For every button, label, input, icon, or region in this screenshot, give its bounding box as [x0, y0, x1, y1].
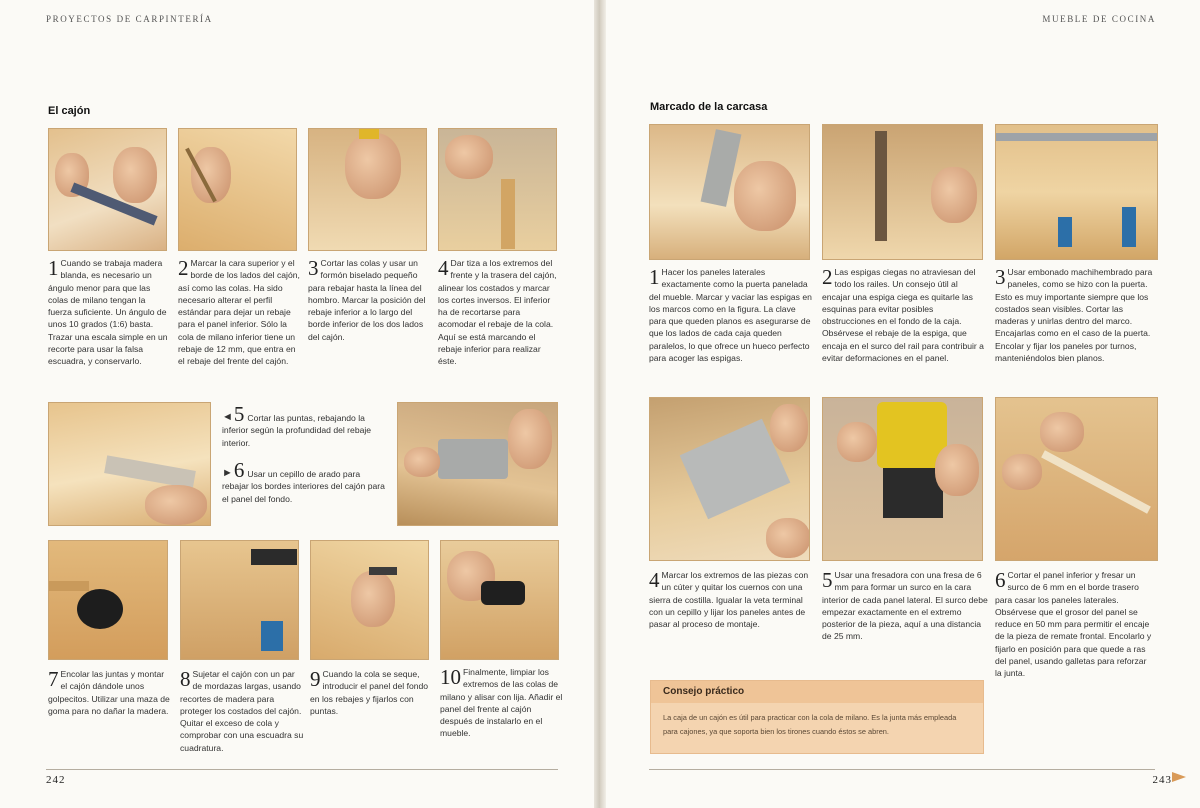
caption-step-7: 7 Encolar las juntas y montar el cajón dándole unos golpecitos. Utilizar una maza de goma para no dañar la madera.	[48, 667, 170, 716]
photo-step-9	[310, 540, 429, 660]
caption-step-4: 4 Dar tiza a los extremos del frente y la trasera del cajón, alinear los costados y marcar los cortes inversos. El inferior ha de recortarse para acomodar el rebaje de la cola. Aquí se está marcando el rebaje inferior para realizar éste.	[438, 256, 557, 367]
photo-r-step-4	[649, 397, 810, 561]
photo-r-step-2	[822, 124, 983, 260]
running-head-right: MUEBLE DE COCINA	[1042, 14, 1156, 24]
footer-rule-left	[46, 769, 558, 770]
photo-step-1	[48, 128, 167, 251]
caption-step-5: ◄5 Cortar las puntas, rebajando la inferior según la profundidad del rebaje interior.	[222, 402, 372, 448]
tip-text: La caja de un cajón es útil para practicar con la cola de milano. Es la junta más empleada para cajones, ya que soporta bien los tirones cuando éstos se abren.	[663, 713, 957, 736]
photo-r-step-3	[995, 124, 1158, 260]
next-page-arrow-icon	[1172, 772, 1186, 782]
photo-step-7	[48, 540, 168, 660]
running-head-left: PROYECTOS DE CARPINTERÍA	[46, 14, 213, 24]
photo-step-8	[180, 540, 299, 660]
page-number-left: 242	[46, 774, 66, 786]
photo-step-3	[308, 128, 427, 251]
photo-step-2	[178, 128, 297, 251]
caption-r-step-3: 3 Usar embonado machihembrado para paneles, como se hizo con la puerta. Esto es muy importante siempre que los costados sean visibles. Cortar las maderas y unirlas dentro del marco. Encajarlas como en el caso de la puerta. Encolar y fijar los paneles por turnos, manteniéndolos bien planos.	[995, 265, 1153, 364]
photo-step-5	[48, 402, 211, 526]
photo-step-6	[397, 402, 558, 526]
photo-r-step-6	[995, 397, 1158, 561]
photo-step-10	[440, 540, 559, 660]
section-title-carcasa: Marcado de la carcasa	[650, 101, 768, 113]
photo-r-step-5	[822, 397, 983, 561]
caption-step-9: 9 Cuando la cola se seque, introducir el panel del fondo en los rebajes y fijarlos con puntas.	[310, 667, 429, 716]
tip-title: Consejo práctico	[651, 681, 983, 703]
photo-step-4	[438, 128, 557, 251]
caption-r-step-2: 2 Las espigas ciegas no atraviesan del todo los railes. Un consejo útil al encajar una espiga ciega es quitarle las esquinas para evitar posibles obstrucciones en el fondo de la caja. Obsérvese el rebaje de la espiga, que encaja en el surco del rail para contribuir a evitar deformaciones en el panel.	[822, 265, 984, 364]
caption-step-1: 1 Cuando se trabaja madera blanda, es necesario un ángulo menor para que las colas de milano tengan la fuerza suficiente. Un ángulo de unos 10 grados (1:6) basta. Trazar una escala simple en un recorte para usar la falsa escuadra, y conservarlo.	[48, 256, 168, 367]
section-title-cajon: El cajón	[48, 105, 91, 117]
caption-r-step-6: 6 Cortar el panel inferior y fresar un surco de 6 mm en el borde trasero para casar los paneles laterales. Obsérvese que el grosor del panel se reduce en 50 mm para permitir el encaje de la pieza de remate frontal. Encolarlo y fijarlo en posición para que quede a ras del panel, usando galletas para reforzar la junta.	[995, 568, 1152, 679]
photo-r-step-1	[649, 124, 810, 260]
footer-rule-right	[649, 769, 1155, 770]
caption-step-10: 10 Finalmente, limpiar los extremos de las colas de milano y alisar con lija. Añadir el panel del frente al cajón después de instalarlo en el mueble.	[440, 665, 563, 739]
caption-step-2: 2 Marcar la cara superior y el borde de los lados del cajón, así como las colas. Ha sido necesario alterar el perfil estándar para dejar un rebaje para el panel inferior. Sólo la cola de milano inferior tiene un rebaje de 12 mm, que entra en el rebaje del frente del cajón.	[178, 256, 300, 367]
caption-step-8: 8 Sujetar el cajón con un par de mordazas largas, usando recortes de madera para proteger los costados del cajón. Quitar el exceso de cola y comprobar con una escuadra su cuadratura.	[180, 667, 304, 753]
caption-r-step-5: 5 Usar una fresadora con una fresa de 6 mm para formar un surco en la cara interior de cada panel lateral. El surco debe empezar exactamente en el extremo posterior de la pieza, aquí a una distancia de 25 mm.	[822, 568, 988, 642]
caption-step-3: 3 Cortar las colas y usar un formón biselado pequeño para rebajar hasta la línea del hombro. Marcar la posición del rebaje inferior a lo largo del borde inferior de los dos lados del cajón.	[308, 256, 426, 342]
caption-step-6: ►6 Usar un cepillo de arado para rebajar los bordes interiores del cajón para el panel del fondo.	[222, 458, 385, 504]
caption-r-step-1: 1 Hacer los paneles laterales exactamente como la puerta panelada del mueble. Marcar y vaciar las espigas en los marcos como en la figura. La clave para que queden planos es asegurarse de que los lados de cada caja queden paralelos, lo que ofrece un hueco perfecto para acoger las espigas.	[649, 265, 812, 364]
page-number-right: 243	[1152, 774, 1172, 786]
caption-r-step-4: 4 Marcar los extremos de las piezas con un cúter y quitar los cuernos con una sierra de costilla. Igualar la veta terminal con un cepillo y lijar los paneles antes de pasar al proceso de montaje.	[649, 568, 809, 630]
book-gutter	[594, 0, 606, 808]
tip-box	[650, 680, 984, 754]
